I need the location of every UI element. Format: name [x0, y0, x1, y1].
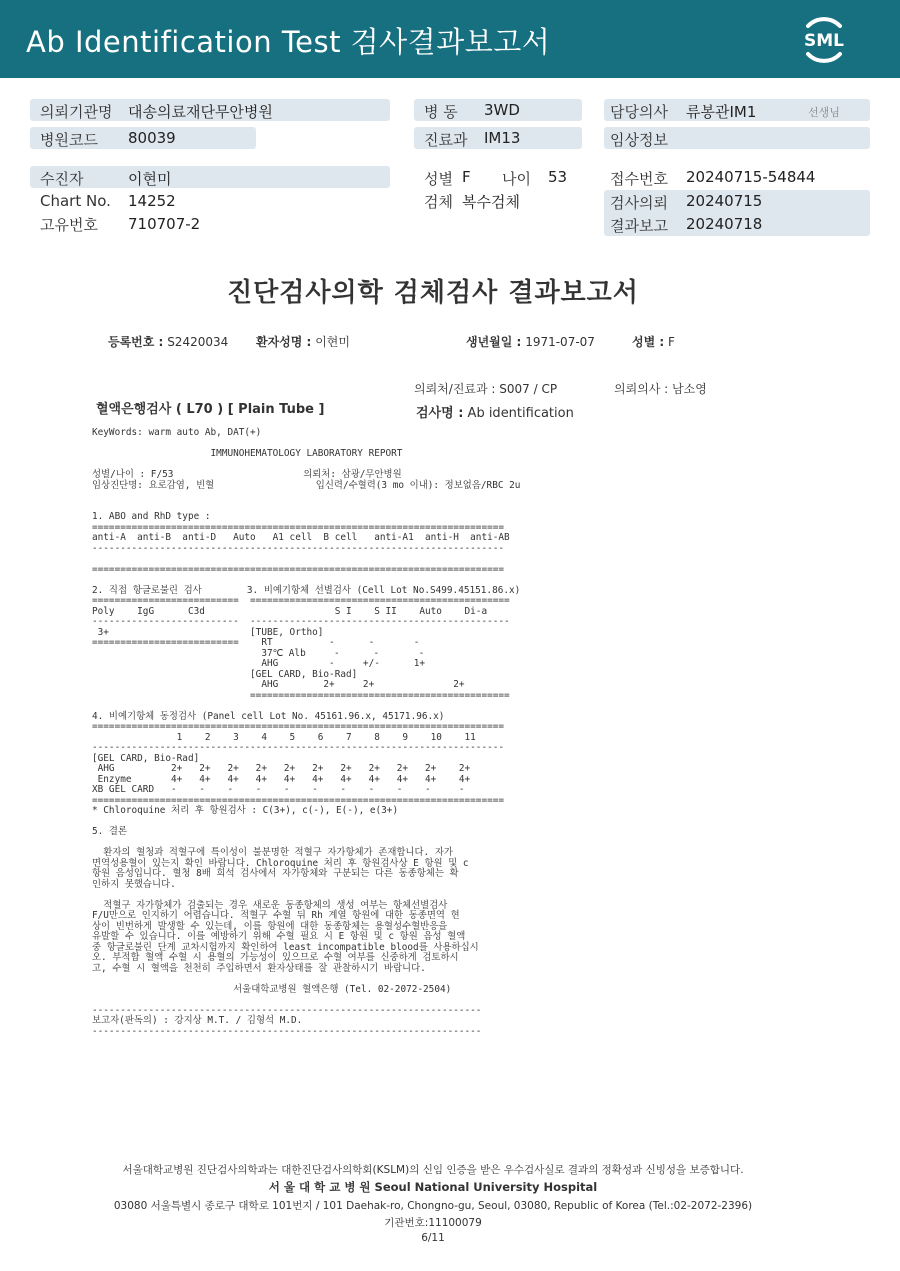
footer-certification: 서울대학교병원 진단검사의학과는 대한진단검사의학회(KSLM)의 신임 인증을 받은 우수검사실로 결과의 정확성과 신빙성을 보증합니다.: [122, 1164, 744, 1176]
sml-logo-icon: [796, 12, 852, 68]
request-label: 검사의뢰: [610, 194, 668, 212]
page-number: 6/11: [421, 1232, 445, 1244]
specimen-value: 복수검체: [462, 193, 520, 211]
unique-label: 고유번호: [40, 216, 98, 234]
patient-band: [30, 166, 390, 188]
reg-value: S2420034: [167, 335, 229, 349]
patient-value: 이현미: [128, 170, 172, 188]
chart-label: Chart No.: [40, 192, 111, 210]
name-label: 환자성명 :: [256, 335, 312, 349]
name-value: 이현미: [315, 335, 350, 349]
age-label: 나이: [502, 170, 531, 188]
report-date-label: 결과보고: [610, 217, 668, 235]
requester-dept: 의뢰처/진료과 : S007 / CP: [414, 382, 558, 396]
receipt-value: 20240715-54844: [686, 168, 816, 186]
dept-value: IM13: [484, 129, 521, 147]
hospital-code-label: 병원코드: [40, 131, 98, 149]
receipt-label: 접수번호: [610, 170, 668, 188]
doc-sex-label: 성별 :: [632, 335, 665, 349]
age-value: 53: [548, 168, 568, 186]
dept-label: 진료과: [424, 131, 468, 149]
clinical-label: 임상정보: [610, 131, 668, 149]
patient-name: [256, 333, 350, 350]
agency-label: 의뢰기관명: [40, 103, 113, 121]
requester-doctor: 의뢰의사 : 남소영: [614, 382, 707, 396]
test-category: 혈액은행검사 ( L70 ) [ Plain Tube ]: [96, 402, 325, 417]
footer-hospital-name: 서 울 대 학 교 병 원 Seoul National University Hospital: [268, 1180, 598, 1194]
doc-sex-value: F: [668, 335, 675, 349]
reg-number: [108, 333, 228, 350]
test-name: [416, 402, 574, 421]
doc-sex: [632, 333, 675, 350]
svg-text:SML: SML: [804, 31, 844, 51]
birth-date: [466, 333, 595, 350]
dob-value: 1971-07-07: [525, 335, 595, 349]
request-value: 20240715: [686, 192, 763, 210]
lab-report-text: KeyWords: warm auto Ab, DAT(+) IMMUNOHEMATOLOGY LABORATORY REPORT 성별/나이 : F/53 의뢰처: 삼광/무안병원 임상진단명: 요로감염, 빈혈 입신력/수혈력(3 mo 이내): 정보없음/RBC 2u 1. ABO and RhD type : ========================================================================= anti-A anti-B anti-D Auto A1 cell B cell anti-A1 anti-H anti-AB ------------------------------------------------------------------------- ========================================================================= 2. 직접 항글로불린 검사 3. 비예기항체 선별검사 (Cell Lot No.S499.45151.86.x) ========================== ============================================== Poly IgG C3d S I S II Auto Di-a -------------------------- ---------------------------------------------- 3+ [TUBE, Ortho] ========================== RT - - - 37℃ Alb - - - AHG - +/- 1+ [GEL CARD, Bio-Rad] AHG 2+ 2+ 2+ ============================================== 4. 비예기항체 동정검사 (Panel cell Lot No. 45161.96.x, 45171.96.x) ========================================================================= 1 2 3 4 5 6 7 8 9 10 11 ------------------------------------------------------------------------- [GEL CARD, Bio-Rad] AHG 2+ 2+ 2+ 2+ 2+ 2+ 2+ 2+ 2+ 2+ 2+ Enzyme 4+ 4+ 4+ 4+ 4+ 4+ 4+ 4+ 4+ 4+ 4+ XB GEL CARD - - - - - - - - - - - ========================================================================= * Chloroquine 처리 후 항원검사 : C(3+), c(-), E(-), e(3+) 5. 결론 환자의 혈청과 적혈구에 특이성이 불분명한 적혈구 자가항체가 존재합니다. 자가 면역성용혈이 있는지 확인 바랍니다. Chloroquine 처리 후 항원검사상 E 항원 및 c 항원 음성입니다. 혈청 8배 희석 검사에서 자가항체와 구분되는 다른 동종항체는 확 인하지 못했습니다. 적혈구 자가항체가 검출되는 경우 새로운 동종항체의 생성 여부는 항체선별검사 F/U만으로 인지하기 어렵습니다. 적혈구 수혈 뒤 Rh 계열 항원에 대한 동종면역 현 상이 빈번하게 발생할 수 있는데, 이를 항원에 대한 동종항체는 용혈성수혈반응을 유발할 수 있습니다. 이를 예방하기 위해 수혈 필요 시 E 항원 및 c 항원 음성 혈액 중 항글로불린 단계 교차시험까지 확인하여 least incompatible blood를 사용하십시 오. 부적합 혈액 수혈 시 용혈의 가능성이 있으므로 수혈 여부를 신중하게 검토하시 고, 수혈 시 혈액을 천천히 주입하면서 환자상태를 잘 관찰하시기 바랍니다. 서울대학교병원 혈액은행 (Tel. 02-2072-2504) --------------------------------------------------------------------- 보고자(판독의) : 강지상 M.T. / 김형석 M.D. ---------------------------------------------------------------------: [92, 427, 521, 1037]
test-name-value: Ab identification: [467, 406, 574, 421]
sex-value: F: [462, 168, 471, 186]
chart-value: 14252: [128, 192, 176, 210]
test-name-label: 검사명 :: [416, 406, 464, 421]
patient-label: 수진자: [40, 170, 84, 188]
sex-label: 성별: [424, 170, 453, 188]
footer-institution-code: 기관번호:11100079: [384, 1217, 482, 1229]
report-title: Ab Identification Test 검사결과보고서: [26, 25, 551, 59]
reg-label: 등록번호 :: [108, 335, 164, 349]
hospital-code-value: 80039: [128, 129, 176, 147]
doctor-suffix: 선생님: [808, 106, 840, 119]
footer-address: 03080 서울특별시 종로구 대학로 101번지 / 101 Daehak-ro, Chongno-gu, Seoul, 03080, Republic of Korea (Tel.:02-2072-2396): [113, 1200, 753, 1212]
header-banner: [0, 0, 900, 78]
ward-value: 3WD: [484, 101, 520, 119]
ward-label: 병 동: [424, 103, 458, 121]
report-date-value: 20240718: [686, 215, 763, 233]
agency-value: 대송의료재단무안병원: [128, 103, 273, 121]
document-title: 진단검사의학 검체검사 결과보고서: [227, 278, 639, 308]
doctor-value: 류봉관IM1: [686, 103, 757, 121]
unique-value: 710707-2: [128, 215, 201, 233]
dob-label: 생년월일 :: [466, 335, 522, 349]
doctor-label: 담당의사: [610, 103, 668, 121]
specimen-label: 검체: [424, 193, 453, 211]
